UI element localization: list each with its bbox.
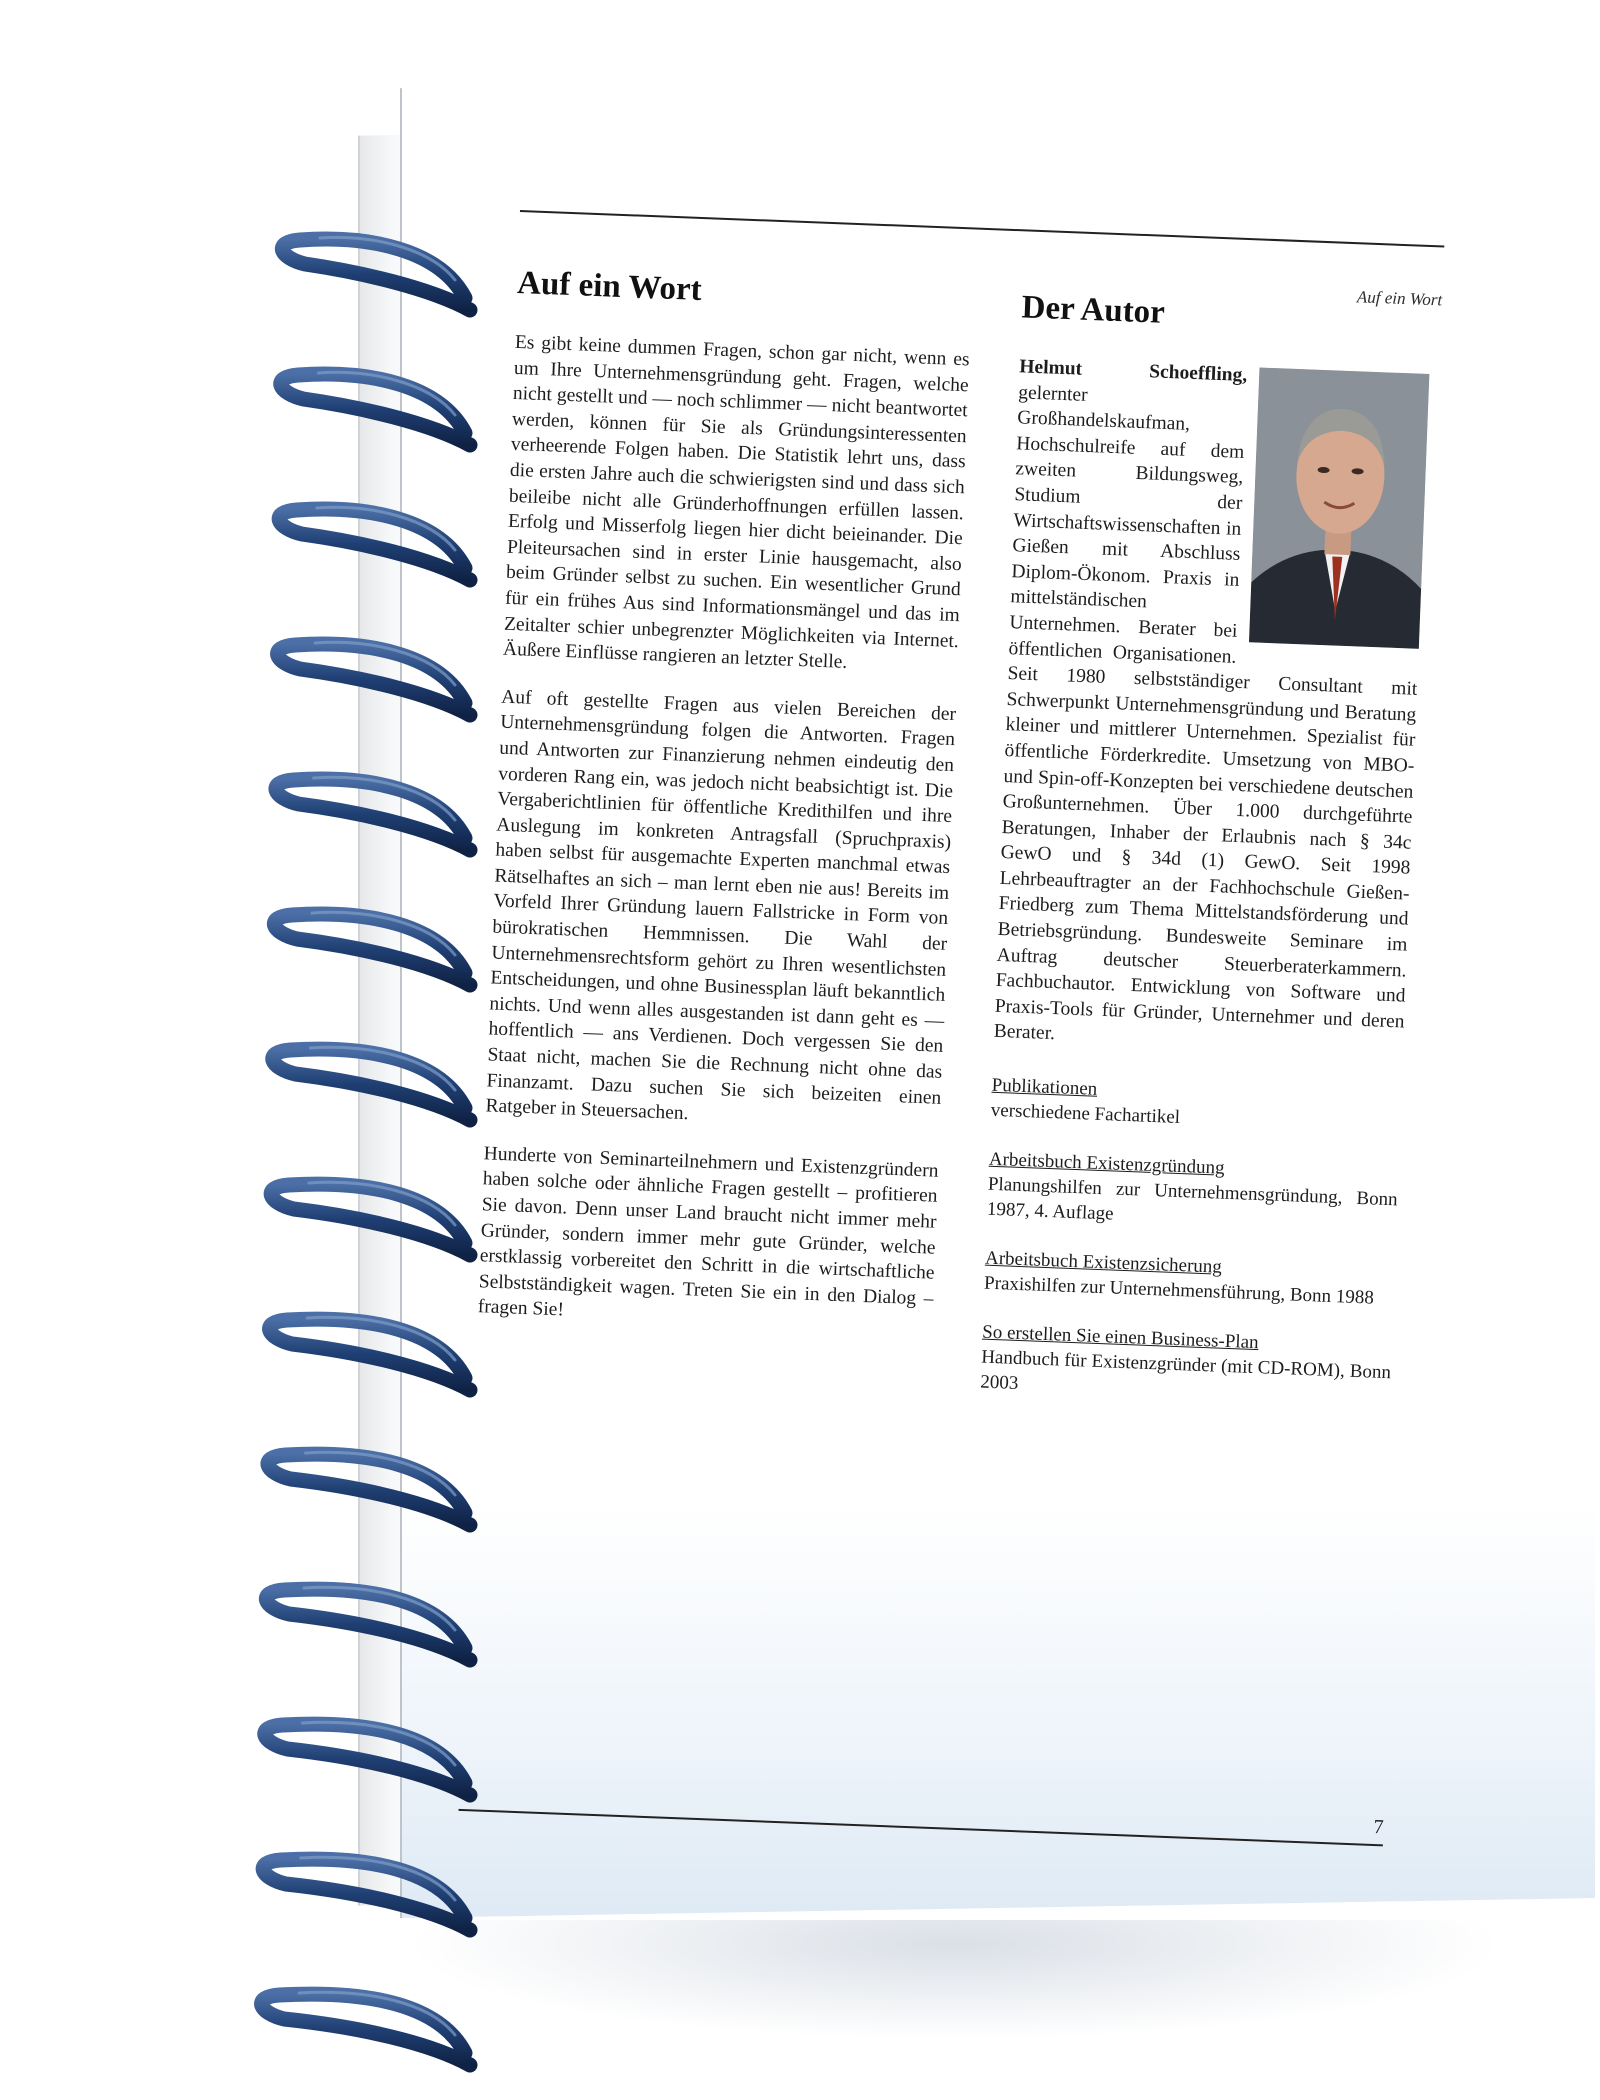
running-header: Auf ein Wort [1356,287,1443,310]
portrait-graphic [1249,368,1429,649]
author-portrait-icon [1249,368,1429,649]
publication-title: Arbeitsbuch Existenzgründung [988,1148,1226,1179]
publication-item [987,1147,1400,1238]
page-content [457,210,1444,1884]
publication-desc: verschiedene Fachartikel [990,1099,1181,1129]
publication-desc: Planungshilfen zur Unternehmensgründung, Bonn 1987, 4. Auflage [986,1173,1399,1225]
page-number: 7 [1373,1815,1384,1839]
publication-item [980,1320,1393,1411]
publication-item [990,1073,1402,1139]
left-column [477,265,973,1360]
author-bio-text: gelernter Großhandelskaufman, Hochschulreife auf dem zweiten Bildungsweg, Studium der Wirtschaftswissenschaften in Gießen mit Abschluss Diplom-Ökonom. Praxis in mittelständischen Unternehmen. Berater bei öffentlichen Organisationen. Seit 1980 selbstständiger Consultant mit Schwerpunkt Unternehmensgründung und Beratung kleiner und mittlerer Unternehmen. Spezialist für öffentliche Förderkredite. Umsetzung von MBO- und Spin-off-Konzepten bei verschiedene deutschen Großunternehmen. Über 1.000 durchgeführte Beratungen, Inhaber der Erlaubnis nach § 34c GewO und § 34d (1) GewO. Seit 1998 Lehrbeauftragter an der Fachhochschule Gießen-Friedberg zum Thema Mittelstandsförderung und Betriebsgründung. Bundesweite Seminare im Auftrag deutscher Steuerberaterkammern. Fachbuchautor. Entwicklung von Software und Praxis-Tools für Gründer, Unternehmer und deren Berater. [993,381,1418,1045]
author-block [993,354,1429,1060]
section-title-auf-ein-wort: Auf ein Wort [516,264,703,309]
page-shadow [405,1920,1505,2040]
right-column [979,289,1432,1434]
body-paragraph: Es gibt keine dummen Fragen, schon gar nicht, wenn es um Ihre Unternehmensgründung geht. Fragen, welche nicht gestellt und — noch schlimmer — nicht beantwortet werden, können für Sie als Gründungsinteressenten verheerende Folgen haben. Die Statistik lehrt uns, dass die ersten Jahre auch die schwierigsten sind und dass sich beileibe nicht alle Gründerhoffnungen erfüllen lassen. Erfolg und Misserfolg liegen hier dicht beieinander. Die Pleiteursachen sind in erster Linie hausgemacht, also beim Gründer selbst zu suchen. Ein wesentlicher Grund für ein frühes Aus sind Informationsmängel und das im Zeitalter schier unbegrenzter Möglichkeiten via Internet. Äußere Einflüsse rangieren an letzter Stelle. [502,331,970,674]
publication-title: Arbeitsbuch Existenzsicherung [984,1247,1223,1278]
publication-title: So erstellen Sie einen Business-Plan [981,1321,1259,1354]
author-name: Helmut Schoeffling, [1018,356,1248,387]
publications-list [980,1073,1402,1411]
publication-desc: Praxishilfen zur Unternehmensführung, Bonn 1988 [983,1272,1375,1309]
publication-title: Publikationen [991,1074,1098,1100]
body-paragraph: Hunderte von Seminarteilnehmern und Existenzgründern haben solche oder ähnliche Fragen gestellt – profitieren Sie davon. Denn unser Land braucht nicht immer mehr Gründer, sondern immer mehr gute Gründer, welche erstklassig vorbereitet den Schritt in die wirtschaftliche Selbstständigkeit wagen. Treten Sie ein in den Dialog – fragen Sie! [477,1143,939,1321]
body-paragraph: Auf oft gestellte Fragen aus vielen Bereichen der Unternehmensgründung folgen die Antworten. Fragen und Antworten zur Finanzierung nehmen eindeutig den vorderen Rang ein, was jedoch nicht beabsichtigt ist. Die Vergaberichtlinien für öffentliche Kredithilfen und ihre Auslegung im konkreten Antragsfall (Spruchpraxis) haben selbst für ausgemachte Experten manchmal etwas Rätselhaftes an sich – man lernt eben nie aus! Bereits im Vorfeld Ihrer Gründung lauern Fallstricke in Form von bürokratischen Hemmnissen. Die Wahl der Unternehmensrechtsform gehört zu Ihren wesentlichsten Entscheidungen, und ohne Businessplan läuft bekanntlich nichts. Und wenn alles ausgestanden ist dann geht es — hoffentlich — ans Verdienen. Doch vergessen Sie den Staat nicht, machen Sie die Rechnung nicht ohne das Finanzamt. Dazu suchen Sie sich beizeiten einen Ratgeber in Steuersachen. [485,686,957,1125]
publication-desc: Handbuch für Existenzgründer (mit CD-ROM), Bonn 2003 [979,1346,1392,1395]
section-title-der-autor: Der Autor [1020,289,1166,331]
footer-rule [459,1809,1383,1847]
publication-item [984,1246,1396,1312]
